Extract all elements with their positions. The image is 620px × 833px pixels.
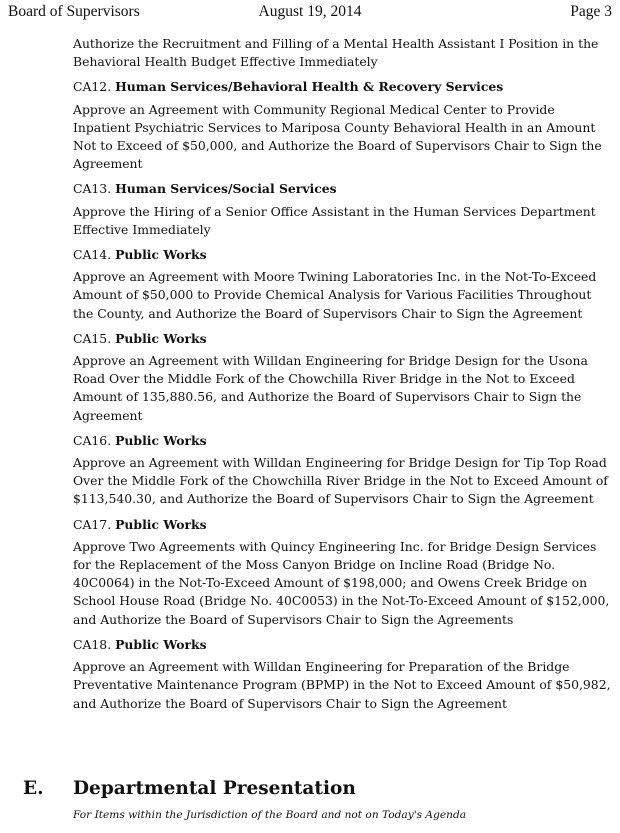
section-letter: E. xyxy=(23,778,44,799)
item-description: Approve an Agreement with Moore Twining Laboratories Inc. in the Not-To-Exceed Amount of $50,000 to Provide Chemical Analysis for Various Facilities Throughout the County, and Authorize the Board of Supervisors Chair to Sign the Agreement xyxy=(73,269,597,321)
item-heading xyxy=(73,180,613,198)
agenda-item-ca13 xyxy=(73,180,613,239)
item-heading xyxy=(73,78,613,96)
section-subtitle: For Items within the Jurisdiction of the Board and not on Today's Agenda xyxy=(73,809,467,821)
agenda-item-ca12 xyxy=(73,78,613,173)
item-department: Human Services/Behavioral Health & Recovery Services xyxy=(115,79,504,95)
header-page-number: Page 3 xyxy=(570,3,612,20)
item-description: Approve an Agreement with Willdan Engineering for Bridge Design for the Usona Road Over the Middle Fork of the Chowchilla River Bridge in the Not to Exceed Amount of 135,880.56, and Authorize the Board of Supervisors Chair to Sign the Agreement xyxy=(73,353,588,423)
item-department: Public Works xyxy=(115,636,207,652)
section-e-heading xyxy=(23,778,613,806)
agenda-item-ca18 xyxy=(73,636,613,713)
page-header xyxy=(0,3,620,23)
item-number: CA15. xyxy=(73,330,112,346)
item-department: Public Works xyxy=(115,247,207,263)
item-heading xyxy=(73,330,613,348)
item-department: Public Works xyxy=(115,516,207,532)
header-board-name: Board of Supervisors xyxy=(8,3,140,20)
item-description: Approve the Hiring of a Senior Office Assistant in the Human Services Department Effective Immediately xyxy=(73,203,596,237)
item-heading xyxy=(73,246,613,264)
item-number: CA13. xyxy=(73,181,112,197)
item-description: Approve an Agreement with Willdan Engineering for Preparation of the Bridge Preventative Maintenance Program (BPMP) in the Not to Exceed Amount of $50,982, and Authorize the Board of Supervisors Chair to Sign the Agreement xyxy=(73,659,611,711)
item-department: Public Works xyxy=(115,330,207,346)
section-title: Departmental Presentation xyxy=(73,778,356,799)
header-date: August 19, 2014 xyxy=(258,3,362,20)
item-description: Approve an Agreement with Community Regional Medical Center to Provide Inpatient Psychiatric Services to Mariposa County Behavioral Health in an Amount Not to Exceed of $50,000, and Authorize the Board of Supervisors Chair to Sign the Agreement xyxy=(73,101,602,172)
item-department: Human Services/Social Services xyxy=(115,181,337,197)
item-number: CA14. xyxy=(73,247,112,263)
item-number: CA18. xyxy=(73,636,112,652)
item-number: CA17. xyxy=(73,516,112,532)
agenda-item-ca15 xyxy=(73,330,613,425)
item-description: Approve an Agreement with Willdan Engineering for Bridge Design for Tip Top Road Over the Middle Fork of the Chowchilla River Bridge in the Not to Exceed Amount of $113,540.30, and Authorize the Board of Supervisors Chair to Sign the Agreement xyxy=(73,455,608,507)
agenda-content xyxy=(73,35,613,720)
agenda-item-ca17 xyxy=(73,516,613,629)
agenda-item-ca16 xyxy=(73,432,613,509)
intro-description: Authorize the Recruitment and Filling of a Mental Health Assistant I Position in the Behavioral Health Budget Effective Immediately xyxy=(73,36,599,70)
item-heading xyxy=(73,516,613,534)
item-heading xyxy=(73,432,613,450)
item-number: CA12. xyxy=(73,79,112,95)
item-department: Public Works xyxy=(115,432,207,448)
item-description: Approve Two Agreements with Quincy Engineering Inc. for Bridge Design Services for the Replacement of the Moss Canyon Bridge on Incline Road (Bridge No. 40C0064) in the Not-To-Exceed Amount of $198,000; and Owens Creek Bridge on School House Road (Bridge No. 40C0053) in the Not-To-Exceed Amount of $152,000, and Authorize the Board of Supervisors Chair to Sign the Agreements xyxy=(73,538,610,627)
item-heading xyxy=(73,636,613,654)
agenda-item-ca14 xyxy=(73,246,613,323)
item-number: CA16. xyxy=(73,432,112,448)
